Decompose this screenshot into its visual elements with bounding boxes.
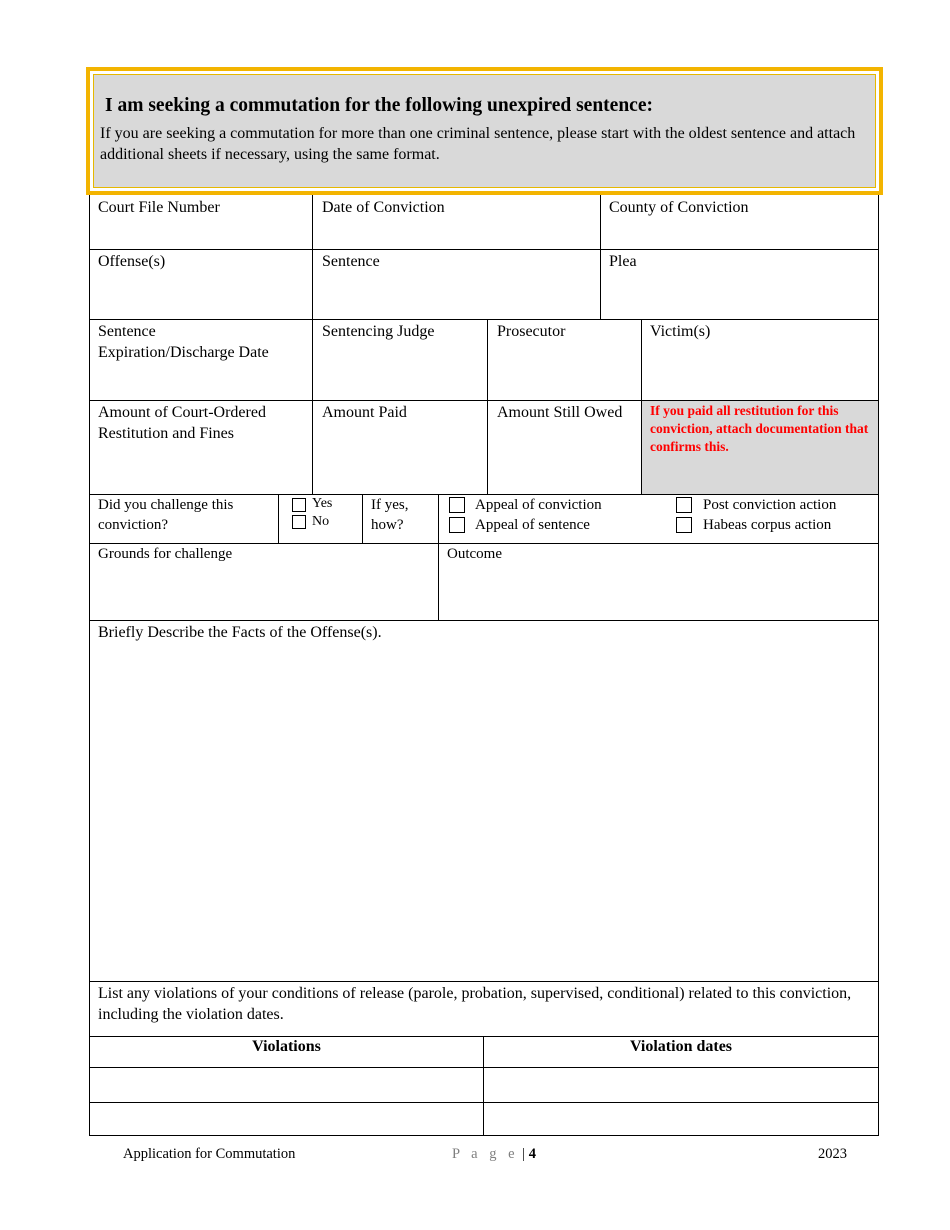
sentence-expiration-label: Sentence Expiration/Discharge Date bbox=[98, 323, 269, 361]
section-instructions: If you are seeking a commutation for more than one criminal sentence, please start with the oldest sentence and attach additional sheets if necessary, using the same format. bbox=[100, 125, 856, 163]
challenge-question: Did you challenge this conviction? bbox=[98, 497, 234, 533]
appeal-conviction-label: Appeal of conviction bbox=[475, 497, 602, 513]
violation-dates-cell[interactable] bbox=[484, 1068, 878, 1102]
footer-title: Application for Commutation bbox=[123, 1146, 296, 1162]
facts-text-area[interactable] bbox=[90, 645, 878, 980]
amount-paid-label: Amount Paid bbox=[322, 404, 407, 421]
violations-cell[interactable] bbox=[90, 1068, 483, 1102]
violation-dates-column-header: Violation dates bbox=[629, 1038, 733, 1055]
instructions-box bbox=[86, 67, 883, 195]
offenses-label: Offense(s) bbox=[98, 253, 166, 270]
restitution-label: Amount of Court-Ordered Restitution and Fines bbox=[98, 404, 266, 442]
grounds-label: Grounds for challenge bbox=[98, 546, 233, 562]
post-conviction-label: Post conviction action bbox=[703, 497, 837, 513]
amount-still-owed-label: Amount Still Owed bbox=[497, 404, 623, 421]
plea-label: Plea bbox=[609, 253, 637, 270]
yes-label: Yes bbox=[312, 496, 333, 511]
outcome-label: Outcome bbox=[447, 546, 502, 562]
restitution-note: If you paid all restitution for this conviction, attach documentation that confirms this. bbox=[642, 401, 878, 494]
appeal-sentence-checkbox[interactable] bbox=[449, 517, 465, 533]
victims-label: Victim(s) bbox=[650, 323, 711, 340]
section-title: I am seeking a commutation for the following unexpired sentence: bbox=[105, 95, 653, 116]
violations-column-header: Violations bbox=[252, 1038, 321, 1055]
appeal-sentence-label: Appeal of sentence bbox=[475, 517, 590, 533]
habeas-label: Habeas corpus action bbox=[703, 517, 832, 533]
if-yes-how-label: If yes, how? bbox=[371, 497, 409, 533]
prosecutor-label: Prosecutor bbox=[497, 323, 566, 340]
habeas-checkbox[interactable] bbox=[676, 517, 692, 533]
yes-checkbox[interactable] bbox=[292, 498, 306, 512]
violations-intro: List any violations of your conditions of release (parole, probation, supervised, conditional) related to this conviction, including the violation dates. bbox=[98, 985, 852, 1023]
no-label: No bbox=[312, 514, 330, 529]
violation-dates-cell[interactable] bbox=[484, 1103, 878, 1135]
page-indicator: P a g e | 4 bbox=[452, 1146, 536, 1162]
footer-year: 2023 bbox=[818, 1146, 847, 1162]
court-file-number-label: Court File Number bbox=[98, 199, 220, 216]
violations-cell[interactable] bbox=[90, 1103, 483, 1135]
appeal-conviction-checkbox[interactable] bbox=[449, 497, 465, 513]
sentencing-judge-label: Sentencing Judge bbox=[322, 323, 435, 340]
post-conviction-checkbox[interactable] bbox=[676, 497, 692, 513]
sentence-label: Sentence bbox=[322, 253, 380, 270]
facts-label: Briefly Describe the Facts of the Offense(s). bbox=[98, 624, 382, 641]
date-of-conviction-label: Date of Conviction bbox=[322, 199, 445, 216]
county-of-conviction-label: County of Conviction bbox=[609, 199, 749, 216]
no-checkbox[interactable] bbox=[292, 515, 306, 529]
instructions-box-inner bbox=[93, 74, 876, 188]
